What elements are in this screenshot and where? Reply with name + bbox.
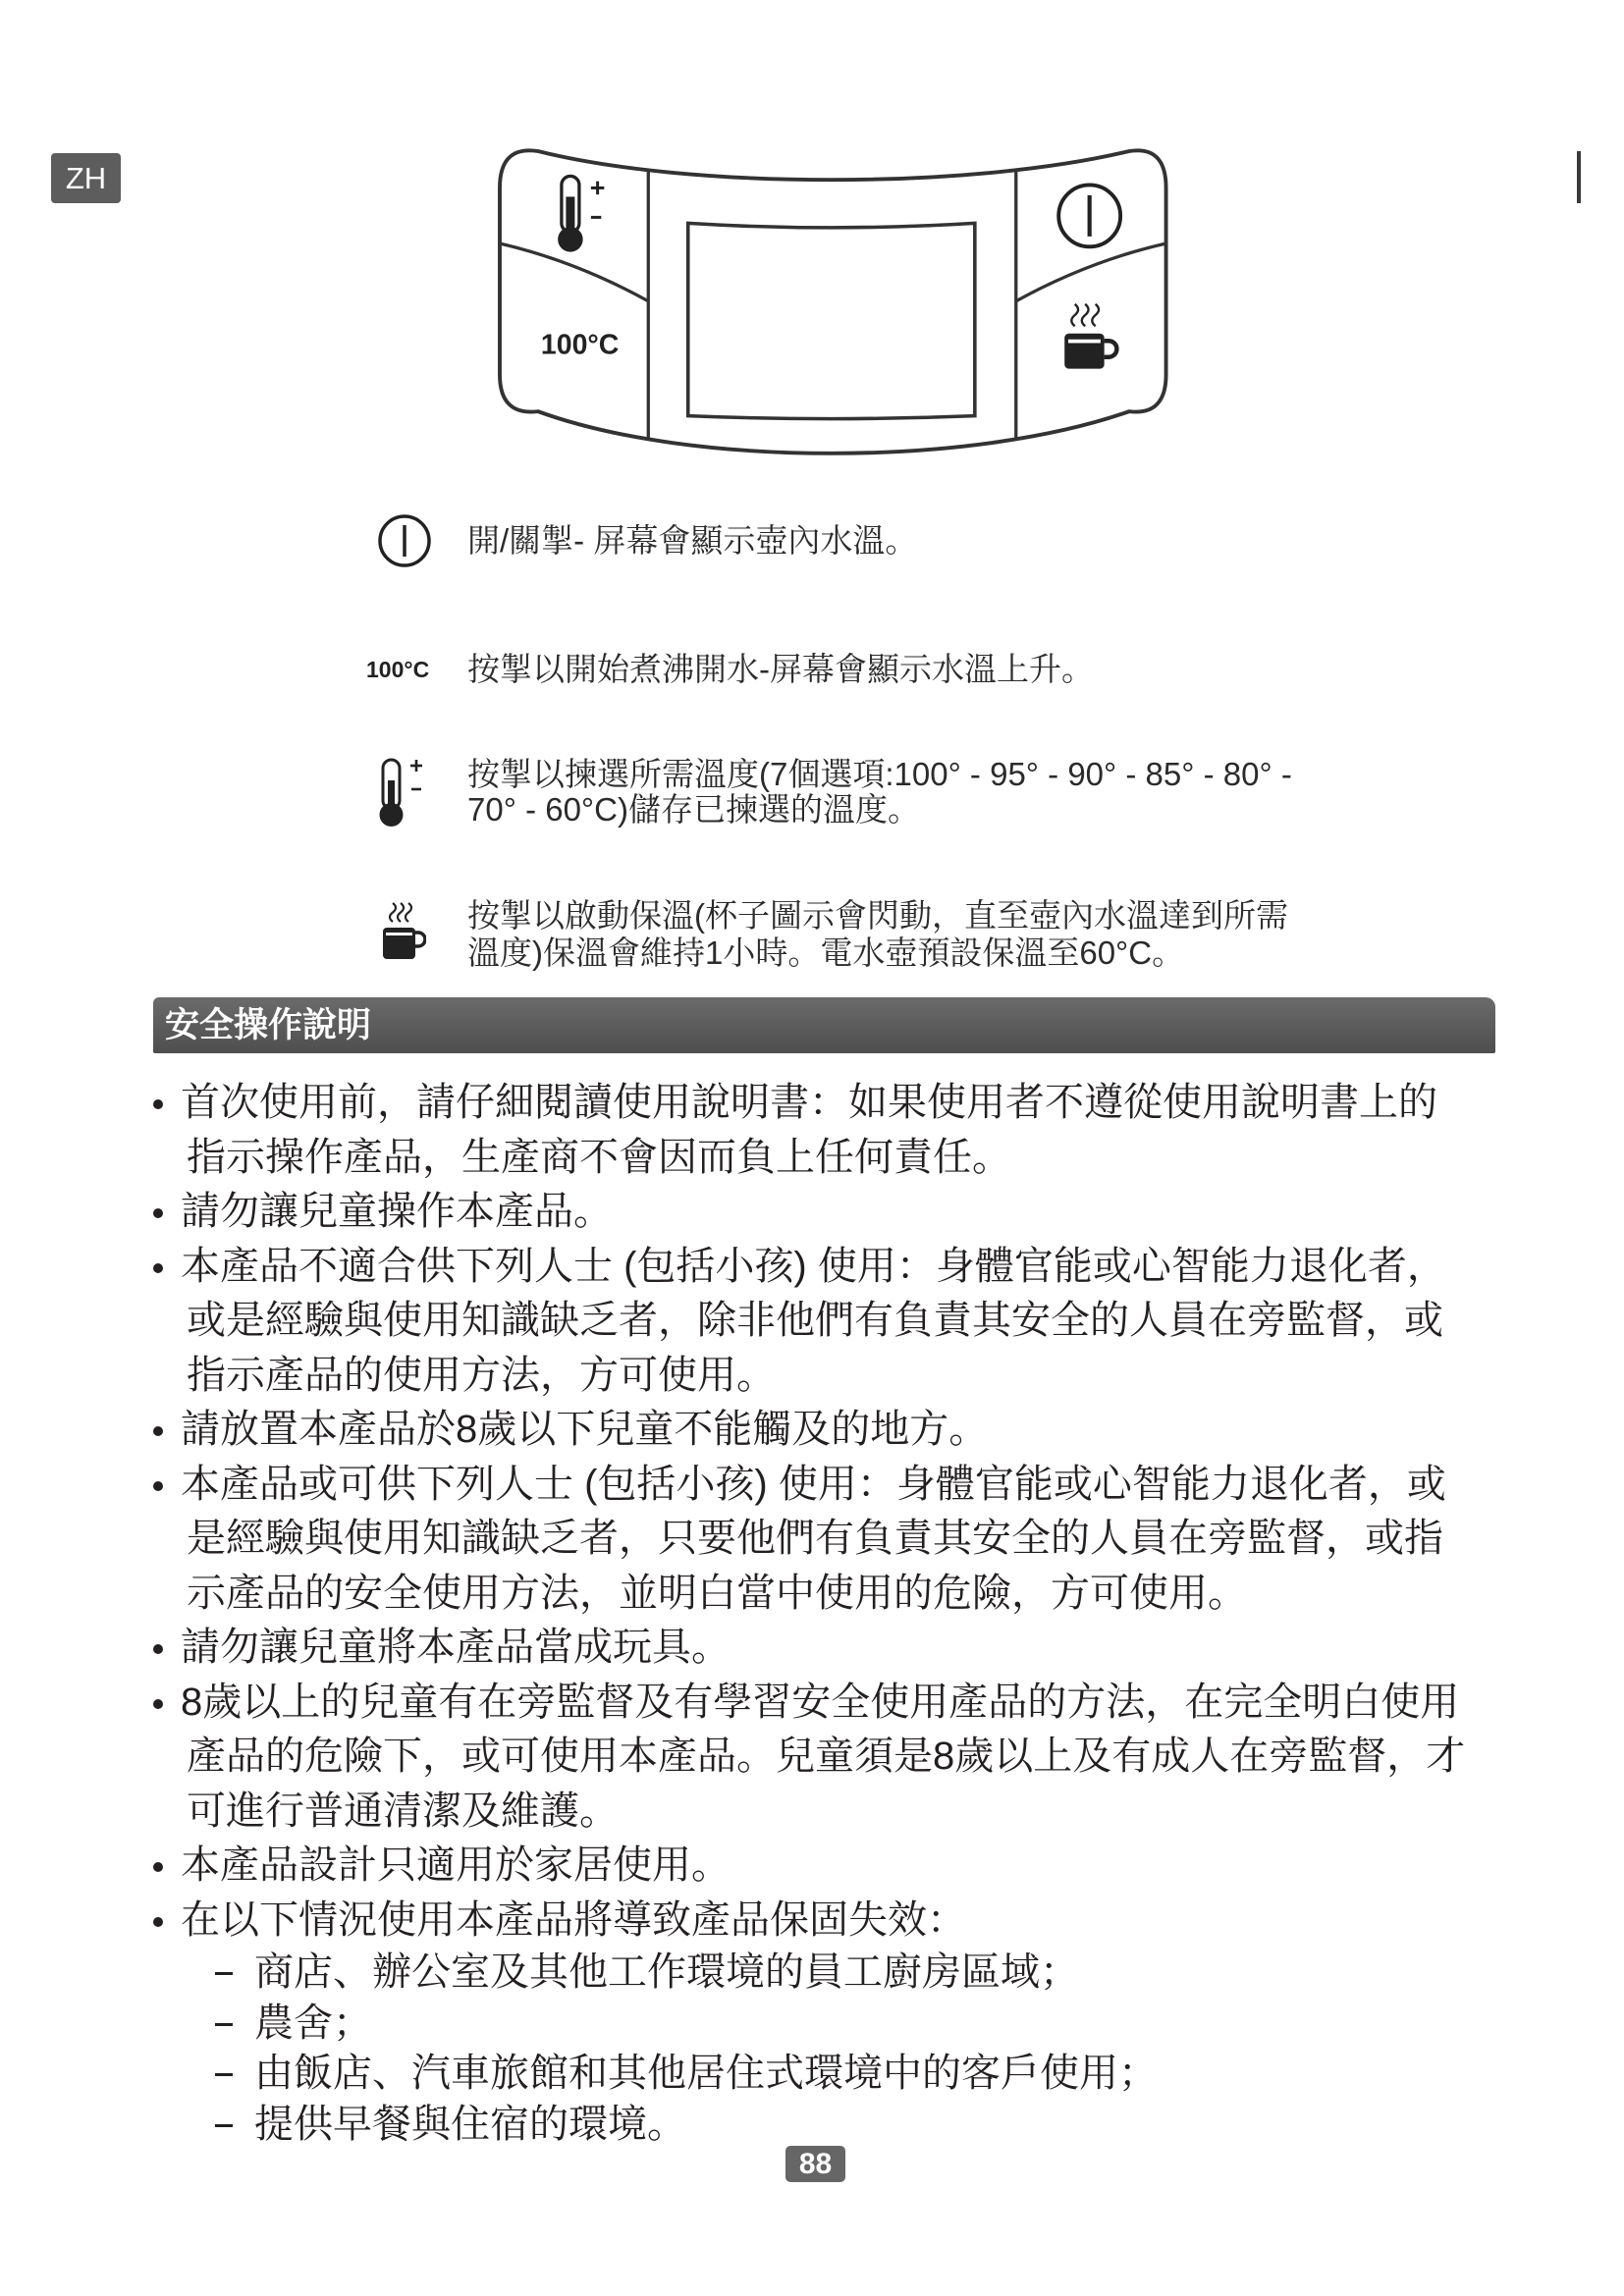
language-badge: ZH	[51, 153, 121, 203]
sub-list-item	[147, 1999, 1542, 2050]
bullet-dot	[153, 1862, 163, 1872]
bullet-line: 指示操作產品，生產商不會因而負上任何責任。	[187, 1135, 1011, 1179]
sub-item-text: 商店、辦公室及其他工作環境的員工廚房區域；	[254, 1950, 1079, 1994]
bullet-line: 在以下情況使用本產品將導致產品保固失效：	[181, 1897, 966, 1942]
panel-right-split	[1016, 243, 1164, 300]
section-title: 安全操作說明	[165, 1006, 372, 1044]
legend-boil-description	[467, 652, 1094, 687]
bullet-dot	[153, 1263, 163, 1273]
safety-bullet	[147, 1185, 1542, 1240]
thermometer-icon	[375, 757, 426, 828]
boil-button-label: 100°C	[540, 329, 620, 361]
bullet-line: 本產品不適合供下列人士 (包括小孩) 使用：身體官能或心智能力退化者，	[181, 1244, 1446, 1288]
legend-line: 按掣以揀選所需溫度(7個選項:100° - 95° - 90° - 85° - 80° -	[467, 756, 1292, 792]
keep-warm-cup-icon	[1064, 304, 1116, 369]
bullet-dot	[153, 1099, 163, 1109]
legend-power-description	[467, 523, 917, 559]
safety-bullet	[147, 1621, 1542, 1676]
sub-item-text: 農舍；	[254, 2001, 372, 2045]
safety-bullet	[147, 1676, 1542, 1840]
bullet-dot	[153, 1481, 163, 1491]
sub-item-text: 提供早餐與住宿的環境。	[254, 2102, 686, 2146]
bullet-line: 請勿讓兒童將本產品當成玩具。	[181, 1626, 731, 1669]
bullet-line: 請放置本產品於8歲以下兒童不能觸及的地方。	[181, 1408, 989, 1451]
dash-marker	[215, 2124, 233, 2127]
bullet-line: 或是經驗與使用知識缺乏者，除非他們有負責其安全的人員在旁監督，或	[187, 1299, 1443, 1342]
bullet-line: 示產品的安全使用方法，並明白當中使用的危險，方可使用。	[187, 1571, 1247, 1615]
bullet-line: 本產品設計只適用於家居使用。	[181, 1843, 731, 1887]
legend-line: 70° - 60°C)儲存已揀選的溫度。	[467, 791, 920, 828]
legend-line: 開/關掣- 屏幕會顯示壺內水溫。	[467, 522, 918, 559]
safety-bullet	[147, 1839, 1542, 1894]
safety-bullet	[147, 1403, 1542, 1458]
sub-list-item	[147, 2100, 1542, 2151]
bullet-dot	[153, 1426, 163, 1436]
bullet-line: 指示產品的使用方法，方可使用。	[187, 1353, 776, 1397]
dash-marker	[215, 2073, 233, 2076]
sub-list-item	[147, 2049, 1542, 2100]
legend-line: 按掣以開始煮沸開水-屏幕會顯示水溫上升。	[467, 651, 1094, 687]
safety-instructions-list	[147, 1076, 1542, 2150]
sub-item-text: 由飯店、汽車旅館和其他居住式環境中的客戶使用；	[254, 2052, 1158, 2095]
page-edge-marker	[1577, 151, 1581, 203]
bullet-dot	[153, 1644, 163, 1654]
legend-temperature-description	[467, 757, 1292, 828]
bullet-dot	[153, 1208, 163, 1218]
bullet-line: 首次使用前，請仔細閱讀使用說明書：如果使用者不遵從使用說明書上的	[181, 1081, 1437, 1124]
page-number: 88	[785, 2146, 845, 2182]
legend-keep-warm-description	[467, 897, 1288, 972]
bullet-dot	[153, 1917, 163, 1927]
safety-bullet	[147, 1076, 1542, 1185]
bullet-line: 產品的危險下，或可使用本產品。兒童須是8歲以上及有成人在旁監督，才	[187, 1735, 1466, 1778]
control-panel-diagram	[491, 142, 1178, 466]
safety-bullet	[147, 1894, 1542, 1949]
display-screen	[688, 223, 975, 418]
sub-list-item	[147, 1948, 1542, 1999]
bullet-line: 可進行普通清潔及維護。	[187, 1789, 619, 1833]
section-header-bar	[153, 997, 1495, 1053]
thermometer-icon	[558, 176, 604, 251]
dash-marker	[215, 2023, 233, 2026]
bullet-line: 本產品或可供下列人士 (包括小孩) 使用：身體官能或心智能力退化者，或	[181, 1462, 1446, 1506]
power-icon	[377, 513, 432, 568]
warranty-exclusion-list	[147, 1948, 1542, 2150]
dash-marker	[215, 1972, 233, 1975]
bullet-line: 是經驗與使用知識缺乏者，只要他們有負責其安全的人員在旁監督，或指	[187, 1517, 1443, 1560]
power-icon	[1058, 185, 1120, 246]
bullet-dot	[153, 1699, 163, 1709]
bullet-line: 請勿讓兒童操作本產品。	[181, 1190, 613, 1233]
keep-warm-cup-icon	[379, 901, 426, 963]
safety-bullet	[147, 1240, 1542, 1404]
bullet-line: 8歲以上的兒童有在旁監督及有學習安全使用產品的方法，在完全明白使用	[181, 1680, 1460, 1724]
safety-bullet	[147, 1458, 1542, 1622]
boil-100c-label: 100°C	[366, 657, 430, 682]
legend-line: 按掣以啟動保溫(杯子圖示會閃動，直至壺內水溫達到所需	[467, 897, 1288, 934]
panel-left-split	[501, 243, 648, 300]
legend-line: 溫度)保溫會維持1小時。電水壺預設保溫至60°C。	[467, 934, 1185, 971]
